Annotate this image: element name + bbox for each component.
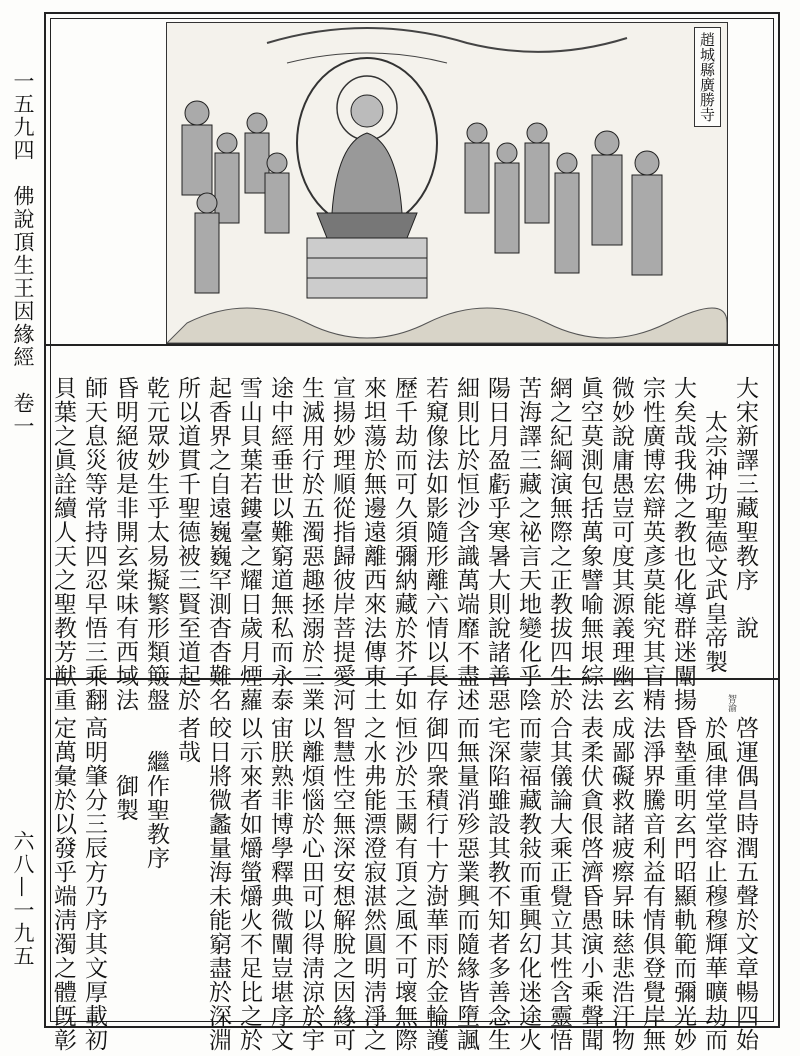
text-column: 而蒙福藏教敍而重興幻化迷途火 [515,716,541,1052]
margin-page-number: 六八—一九五 [11,830,35,968]
text-column: 以離煩惱於心田可以得淸涼於宇 [298,716,324,1052]
text-column: 而無量消殄惡業興而隨緣皆墮諷 [453,716,479,1052]
text-column: 昏明絕彼是非開玄棠味有西域法 [112,376,138,712]
text-column: 生滅用行於五濁惡趣拯溺於三業 [298,376,324,712]
text-column: 宗性廣博宏辯英彥莫能究其盲精 [639,376,665,712]
text-column: 昏墊重明玄門昭顯軌範而彌光妙 [670,716,696,1052]
text-column: 師天息災等常持四忍早悟三乘翻 [81,376,107,712]
text-column: 來坦蕩於無邊遠離西來法傳東土 [360,376,386,712]
continuation-text [47,716,760,1052]
text-column: 宅深陷雖設其教不知者多善念生 [484,716,510,1052]
preface-author: 太宗神功聖德文武皇帝製 [701,410,727,674]
section-author: 御製 [112,774,138,822]
text-column: 高明肇分三辰方乃序其文厚載初 [81,716,107,1052]
marginal-note: 智渝 [726,694,736,712]
text-column: 宙朕熟非博學釋典微闡豈堪序文 [267,716,293,1052]
text-column: 表柔伏貪佷啓濟昏愚演小乘聲聞 [577,716,603,1052]
margin-title: 一五九四 佛說頂生王因緣經 卷一 [11,70,35,438]
text-column: 所以道貫千聖德被三賢至道起於 [174,376,200,712]
text-column: 啓運偶昌時潤五聲於文章暢四始 [732,716,758,1052]
page-frame [44,12,780,1052]
buddha-preaching-icon [167,23,727,343]
text-column: 起香界之自遠巍巍罕測杳杳難名 [205,376,231,712]
woodcut-illustration [166,22,728,344]
text-column: 恒沙於玉闕有頂之風不可壞無際 [391,716,417,1052]
text-column: 定萬彙於以發乎端淸濁之體旣彰 [50,716,76,1052]
text-column: 合其儀論大乘正覺立其性含靈悟 [546,716,572,1052]
illustration-caption: 趙城縣廣勝寺 [694,27,721,127]
text-column: 貝葉之眞詮續人天之聖教芳猷重 [50,376,76,712]
text-column: 法淨界騰音利益有情俱登覺岸無 [639,716,665,1052]
text-column: 者哉 [174,716,200,764]
text-column: 大矣哉我佛之教也化導群迷闡揚 [670,376,696,712]
text-column: 苦海譯三藏之祕言天地變化乎陰 [515,376,541,712]
text-column: 御四衆積行十方澍華雨於金輪護 [422,716,448,1052]
text-column: 若窺像法如影隨形離六情以長存 [422,376,448,712]
text-column: 眞空莫測包括萬象譬喻無垠綜法 [577,376,603,712]
text-column: 以示來者如爝螢爝火不足比之於 [236,716,262,1052]
preface-title: 大宋新譯三藏聖教序 說 [732,376,758,640]
text-column: 歷千劫而可久須彌納藏於芥子如 [391,376,417,712]
text-column: 乾元眾妙生乎太易擬繁形類簸盤 [143,376,169,712]
text-column: 細則比於恒沙含識萬端靡不盡述 [453,376,479,712]
text-column: 雪山貝葉若鏤臺之耀日歲月煙蘿 [236,376,262,712]
text-column: 之水弗能漂澄寂湛然圓明淸淨之 [360,716,386,1052]
text-column: 成鄙礙救諸疲瘵昇昧慈悲浩汗物 [608,716,634,1052]
text-column: 網之紀綱演無際之正教拔四生於 [546,376,572,712]
text-column: 陽日月盈虧乎寒暑大則說諸善惡 [484,376,510,712]
text-column: 智慧性空無深安想解脫之因緣可 [329,716,355,1052]
divider-top [46,344,778,346]
text-column: 皎日將微蠡量海未能窮盡於深淵 [205,716,231,1052]
text-column: 途中經垂世以難窮道無私而永泰 [267,376,293,712]
text-column: 於風律堂堂容止穆穆輝華曠劫而 [701,716,727,1052]
text-column: 宣揚妙理順從指歸彼岸菩提愛河 [329,376,355,712]
section-title: 繼作聖教序 [143,750,169,870]
text-column: 微妙說庸愚豈可度其源義理幽玄 [608,376,634,712]
